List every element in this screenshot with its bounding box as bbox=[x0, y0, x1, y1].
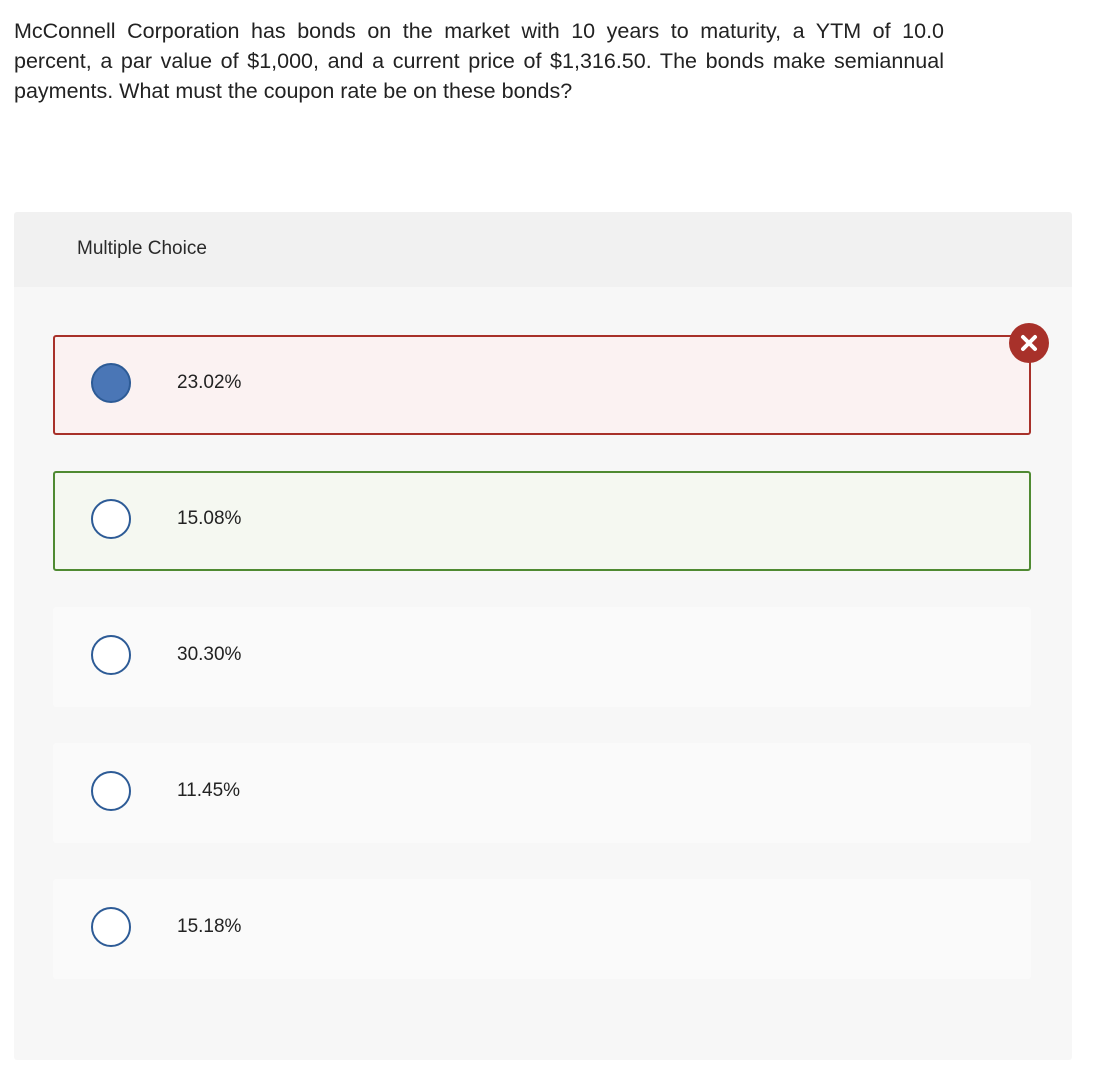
radio-icon[interactable] bbox=[91, 907, 131, 947]
multiple-choice-panel bbox=[14, 212, 1072, 1060]
radio-selected-icon[interactable] bbox=[91, 363, 131, 403]
answer-option-label: 15.18% bbox=[177, 916, 242, 937]
answer-option-2[interactable] bbox=[53, 471, 1031, 571]
incorrect-x-icon bbox=[1009, 323, 1049, 363]
radio-icon[interactable] bbox=[91, 499, 131, 539]
answer-option-label: 15.08% bbox=[177, 508, 242, 529]
answer-option-4[interactable] bbox=[53, 743, 1031, 843]
answer-option-1[interactable] bbox=[53, 335, 1031, 435]
answer-option-label: 11.45% bbox=[177, 780, 241, 801]
radio-icon[interactable] bbox=[91, 635, 131, 675]
multiple-choice-label: Multiple Choice bbox=[77, 238, 207, 259]
answer-option-3[interactable] bbox=[53, 607, 1031, 707]
answer-option-label: 30.30% bbox=[177, 644, 242, 665]
answer-option-5[interactable] bbox=[53, 879, 1031, 979]
radio-icon[interactable] bbox=[91, 771, 131, 811]
answer-option-label: 23.02% bbox=[177, 372, 242, 393]
multiple-choice-header bbox=[14, 212, 1072, 287]
question-text: McConnell Corporation has bonds on the market with 10 years to maturity, a YTM of 10.0 percent, a par value of $1,000, and a current price of $1,316.50. The bonds make semiannual payments. What must the coupon rate be on these bonds? bbox=[14, 19, 944, 103]
